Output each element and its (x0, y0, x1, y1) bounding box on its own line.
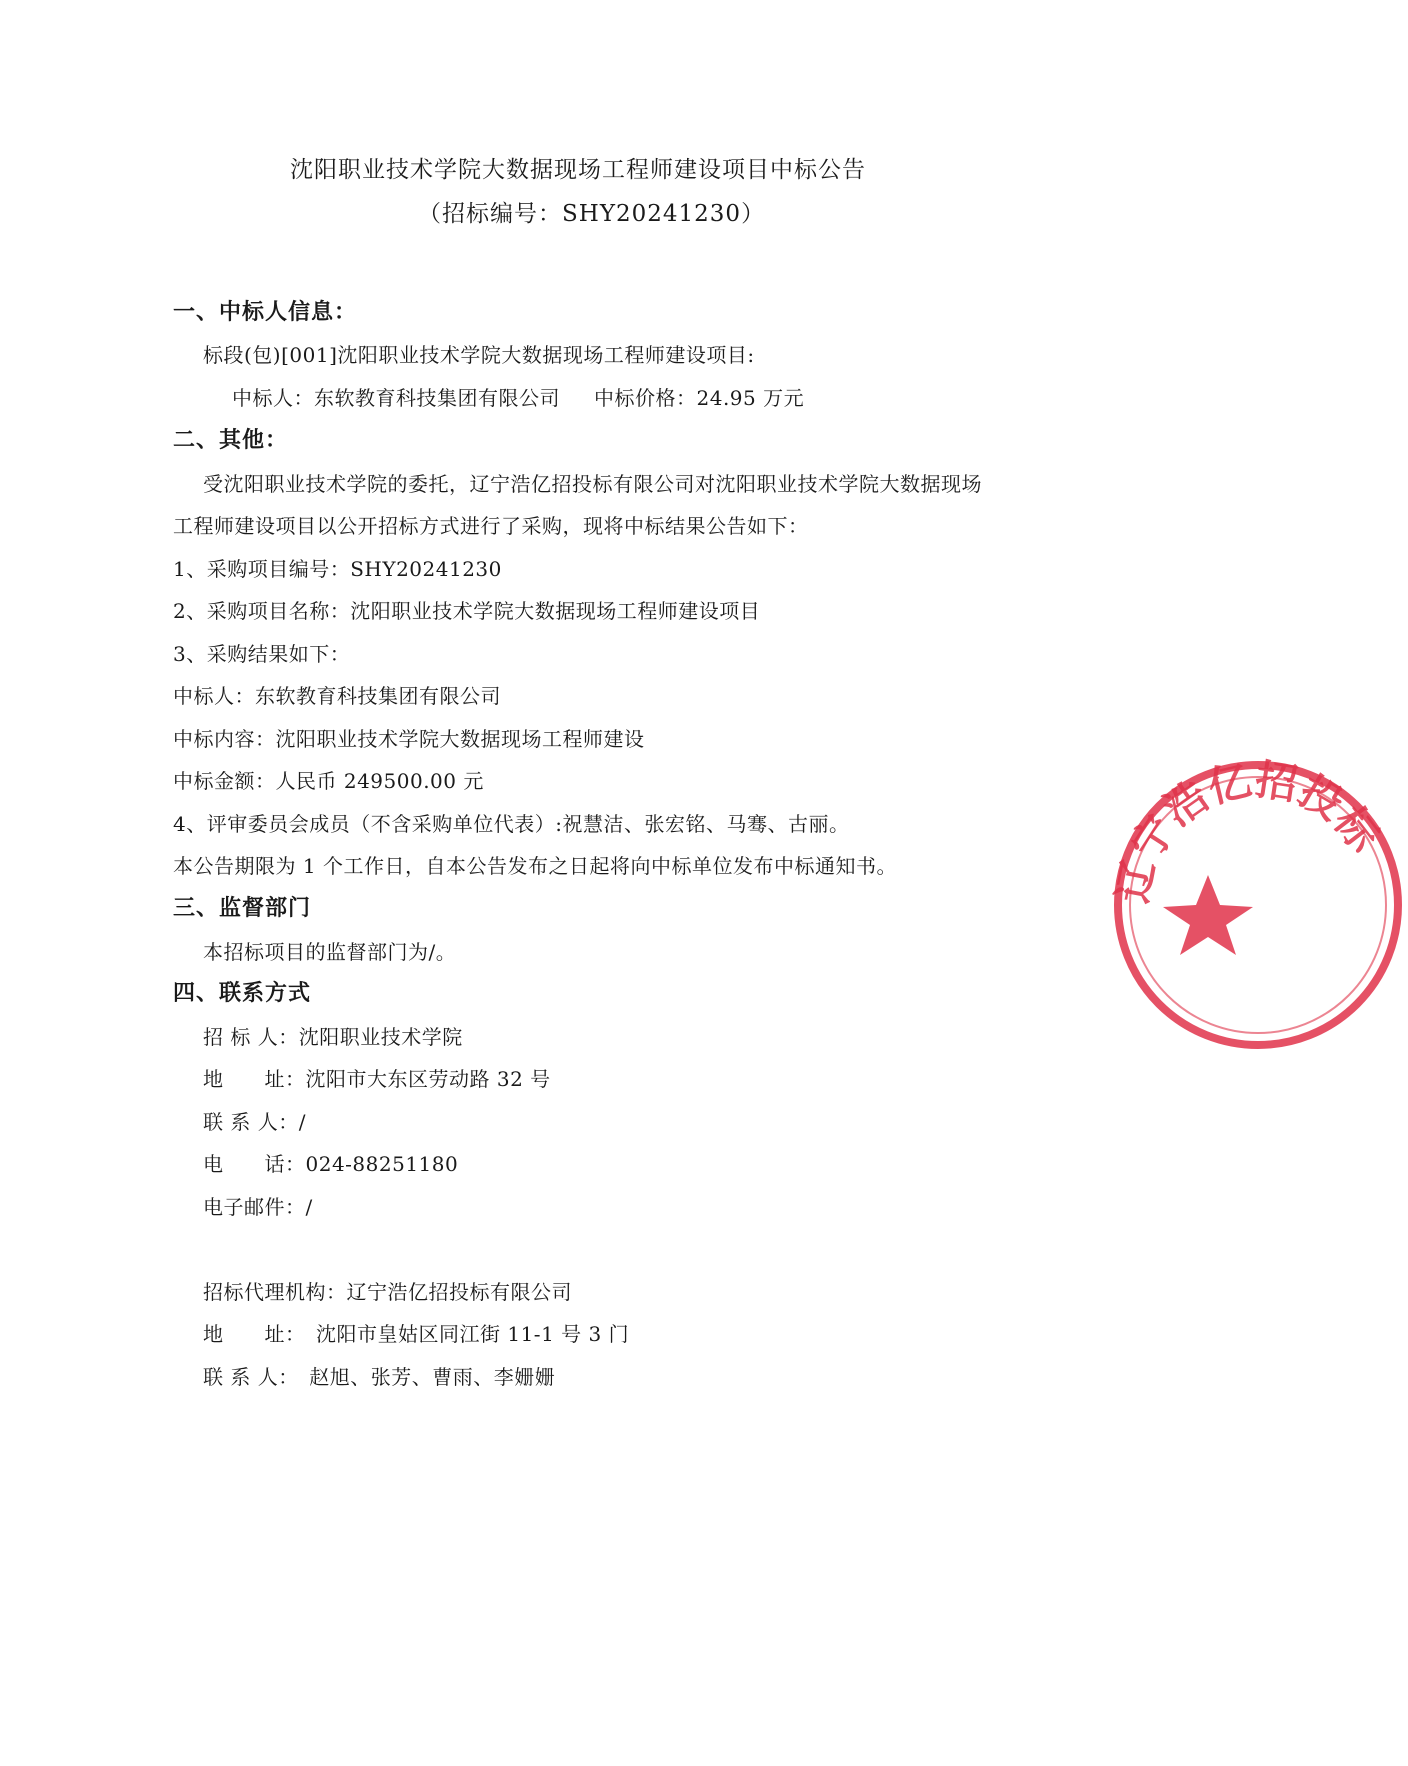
price-line: 中标价格：24.95 万元 (594, 386, 805, 410)
section-heading: 四、联系方式 (173, 981, 312, 1006)
project-name: 2、采购项目名称：沈阳职业技术学院大数据现场工程师建设项目 (173, 599, 761, 623)
paragraph-line: 工程师建设项目以公开招标方式进行了采购，现将中标结果公告如下： (173, 514, 809, 538)
tenderer: 招 标 人：沈阳职业技术学院 (203, 1025, 463, 1049)
winning-amount: 中标金额：人民币 249500.00 元 (173, 769, 484, 793)
agency: 招标代理机构：辽宁浩亿招投标有限公司 (203, 1280, 572, 1304)
title-line-1: 沈阳职业技术学院大数据现场工程师建设项目中标公告 (290, 157, 866, 183)
lot-line: 标段(包)[001]沈阳职业技术学院大数据现场工程师建设项目: (203, 343, 755, 367)
agency-contact: 联 系 人： 赵旭、张芳、曹雨、李姗姗 (203, 1365, 556, 1389)
section-heading: 二、其他： (173, 428, 289, 453)
seal-text: 辽宁浩亿招投标 (1108, 755, 1389, 907)
winner-line: 中标人：东软教育科技集团有限公司 (232, 386, 560, 410)
winner-name: 中标人：东软教育科技集团有限公司 (173, 684, 501, 708)
title-line-2: （招标编号：SHY20241230） (418, 201, 766, 227)
agency-address: 地 址： 沈阳市皇姑区同江街 11-1 号 3 门 (203, 1322, 630, 1346)
paragraph-line: 受沈阳职业技术学院的委托，辽宁浩亿招投标有限公司对沈阳职业技术学院大数据现场 (203, 472, 982, 496)
contact-person: 联 系 人：/ (203, 1110, 306, 1134)
phone: 电 话：024-88251180 (203, 1152, 459, 1176)
seal-star-icon (1163, 875, 1253, 955)
email: 电子邮件：/ (203, 1195, 313, 1219)
supervision-text: 本招标项目的监督部门为/。 (203, 940, 457, 964)
project-number: 1、采购项目编号：SHY20241230 (173, 557, 502, 581)
winning-content: 中标内容：沈阳职业技术学院大数据现场工程师建设 (173, 727, 645, 751)
section-heading: 三、监督部门 (173, 896, 312, 921)
result-label: 3、采购结果如下： (173, 642, 351, 666)
committee-members: 4、评审委员会成员（不含采购单位代表）:祝慧洁、张宏铭、马骞、古丽。 (173, 812, 850, 836)
section-heading: 一、中标人信息： (173, 300, 358, 325)
address: 地 址：沈阳市大东区劳动路 32 号 (203, 1067, 551, 1091)
notice-period: 本公告期限为 1 个工作日，自本公告发布之日起将向中标单位发布中标通知书。 (173, 854, 897, 878)
company-seal (1108, 755, 1389, 1055)
